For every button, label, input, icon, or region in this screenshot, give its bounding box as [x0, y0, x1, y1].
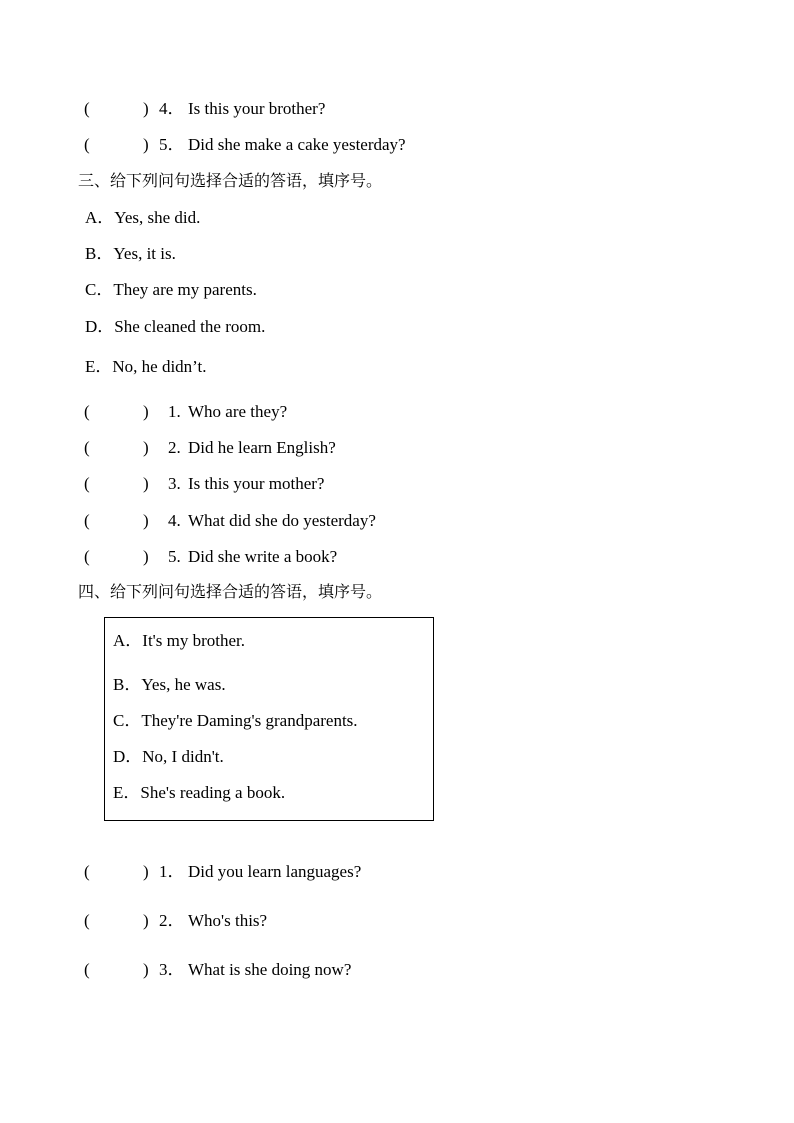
option-text: Yes, she did. — [114, 208, 201, 227]
answer-blank-close: ) — [143, 511, 149, 530]
section3-option-e — [85, 357, 207, 377]
option-letter: D． — [85, 317, 115, 336]
section4-question-3 — [0, 960, 794, 980]
question-number: 4． — [159, 99, 185, 118]
question-text: Who are they? — [188, 402, 288, 421]
answer-blank-open: ( — [84, 135, 90, 154]
answer-blank-close: ) — [143, 99, 149, 118]
option-text: She's reading a book. — [140, 783, 286, 802]
option-letter: E． — [113, 783, 141, 802]
question-number: 2. — [168, 438, 181, 457]
option-text: It's my brother. — [142, 631, 245, 650]
option-letter: B． — [85, 244, 114, 263]
option-letter: A． — [113, 631, 143, 650]
answer-blank-open: ( — [84, 862, 90, 881]
section3-heading: 三、给下列问句选择合适的答语，填序号。 — [78, 171, 383, 190]
answer-blank-open: ( — [84, 99, 90, 118]
answer-blank-open: ( — [84, 438, 90, 457]
section4-option-d — [113, 747, 224, 767]
option-letter: E． — [85, 357, 113, 376]
question-number: 3. — [168, 474, 181, 493]
option-letter: C． — [85, 280, 114, 299]
question-number: 4. — [168, 511, 181, 530]
option-text: No, he didn’t. — [112, 357, 207, 376]
question-text: Did you learn languages? — [188, 862, 362, 881]
option-letter: A． — [85, 208, 115, 227]
section4-question-2 — [0, 911, 794, 931]
section3-question-2 — [0, 438, 794, 458]
section3-question-3 — [0, 474, 794, 494]
answer-blank-close: ) — [143, 862, 149, 881]
question-text: Is this your mother? — [188, 474, 325, 493]
option-letter: D． — [113, 747, 143, 766]
question-number: 5． — [159, 135, 185, 154]
option-text: She cleaned the room. — [114, 317, 266, 336]
answer-blank-open: ( — [84, 511, 90, 530]
section3-question-1 — [0, 402, 794, 422]
section3-option-a — [85, 208, 200, 228]
section3-option-b — [85, 244, 176, 264]
section4-heading: 四、给下列问句选择合适的答语，填序号。 — [78, 582, 383, 601]
option-letter: B． — [113, 675, 142, 694]
question-number: 3． — [159, 960, 185, 979]
option-text: Yes, he was. — [141, 675, 226, 694]
question-text: What is she doing now? — [188, 960, 352, 979]
answer-blank-close: ) — [143, 135, 149, 154]
question-number: 1. — [168, 402, 181, 421]
answer-blank-close: ) — [143, 960, 149, 979]
answer-blank-close: ) — [143, 474, 149, 493]
question-text: What did she do yesterday? — [188, 511, 376, 530]
question-text: Did she write a book? — [188, 547, 338, 566]
answer-blank-close: ) — [143, 547, 149, 566]
answer-blank-open: ( — [84, 960, 90, 979]
answer-blank-open: ( — [84, 402, 90, 421]
section4-option-b — [113, 675, 226, 695]
question-text: Who's this? — [188, 911, 268, 930]
option-letter: C． — [113, 711, 142, 730]
option-text: Yes, it is. — [113, 244, 176, 263]
section4-option-a — [113, 631, 245, 651]
section3-option-d — [85, 317, 265, 337]
section2-question-4 — [0, 99, 794, 119]
section3-option-c — [85, 280, 257, 300]
question-number: 2． — [159, 911, 185, 930]
section4-question-1 — [0, 862, 794, 882]
option-text: No, I didn't. — [142, 747, 224, 766]
section3-question-5 — [0, 547, 794, 567]
option-text: They are my parents. — [113, 280, 257, 299]
answer-blank-open: ( — [84, 547, 90, 566]
section4-option-e — [113, 783, 285, 803]
question-text: Did he learn English? — [188, 438, 336, 457]
section4-option-c — [113, 711, 358, 731]
question-number: 5. — [168, 547, 181, 566]
question-number: 1． — [159, 862, 185, 881]
answer-blank-close: ) — [143, 438, 149, 457]
section2-question-5 — [0, 135, 794, 155]
answer-blank-close: ) — [143, 911, 149, 930]
answer-blank-open: ( — [84, 911, 90, 930]
section3-question-4 — [0, 511, 794, 531]
option-text: They're Daming's grandparents. — [141, 711, 358, 730]
answer-blank-close: ) — [143, 402, 149, 421]
question-text: Is this your brother? — [188, 99, 326, 118]
answer-blank-open: ( — [84, 474, 90, 493]
question-text: Did she make a cake yesterday? — [188, 135, 406, 154]
